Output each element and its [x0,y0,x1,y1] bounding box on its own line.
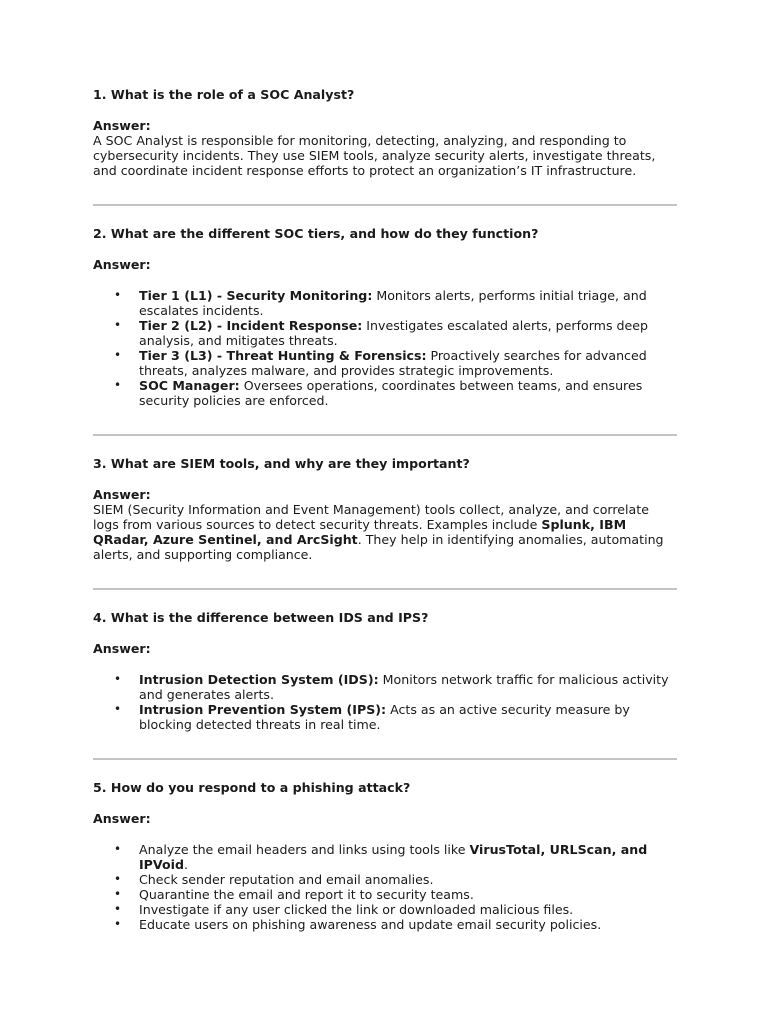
list-item: • Intrusion Detection System (IDS): Monitors network traffic for malicious activity and generates alerts. [93,672,677,702]
answer-label: Answer: [93,487,151,502]
document-content [93,87,677,932]
answer-label: Answer: [93,641,151,656]
list-item: • Tier 1 (L1) - Security Monitoring: Monitors alerts, performs initial triage, and escalates incidents. [93,288,677,318]
question-heading: 1. What is the role of a SOC Analyst? [93,87,355,102]
list-item: • Intrusion Prevention System (IPS): Acts as an active security measure by blocking detected threats in real time. [93,702,677,732]
list-item: • Educate users on phishing awareness and update email security policies. [93,917,677,932]
question-section-4 [93,610,677,732]
answer-label: Answer: [93,811,151,826]
question-heading: 2. What are the different SOC tiers, and how do they function? [93,226,539,241]
list-item: • Investigate if any user clicked the link or downloaded malicious files. [93,902,677,917]
list-item: • SOC Manager: Oversees operations, coordinates between teams, and ensures security policies are enforced. [93,378,677,408]
list-item: • Analyze the email headers and links using tools like VirusTotal, URLScan, and IPVoid. [93,842,677,872]
list-item: • Check sender reputation and email anomalies. [93,872,677,887]
answer-paragraph: SIEM (Security Information and Event Management) tools collect, analyze, and correlate logs from various sources to detect security threats. Examples include Splunk, IBM QRadar, Azure Sentinel, and ArcSight. They help in identifying anomalies, automating alerts, and supporting compliance. [93,502,664,562]
question-heading: 3. What are SIEM tools, and why are they important? [93,456,470,471]
tier-list [93,288,677,408]
question-section-3 [93,456,677,562]
list-item: • Tier 2 (L2) - Incident Response: Investigates escalated alerts, performs deep analysis, and mitigates threats. [93,318,677,348]
question-heading: 4. What is the difference between IDS and IPS? [93,610,429,625]
question-section-1 [93,87,677,178]
question-heading: 5. How do you respond to a phishing attack? [93,780,411,795]
list-item: • Quarantine the email and report it to security teams. [93,887,677,902]
list-item: • Tier 3 (L3) - Threat Hunting & Forensics: Proactively searches for advanced threats, analyzes malware, and provides strategic improvements. [93,348,677,378]
question-section-2 [93,226,677,408]
question-section-5 [93,780,677,932]
ids-ips-list [93,672,677,732]
answer-label: Answer: [93,118,151,133]
answer-paragraph: A SOC Analyst is responsible for monitoring, detecting, analyzing, and responding to cybersecurity incidents. They use SIEM tools, analyze security alerts, investigate threats, and coordinate incident response efforts to protect an organization’s IT infrastructure. [93,133,656,178]
answer-label: Answer: [93,257,151,272]
phishing-steps-list [93,842,677,932]
